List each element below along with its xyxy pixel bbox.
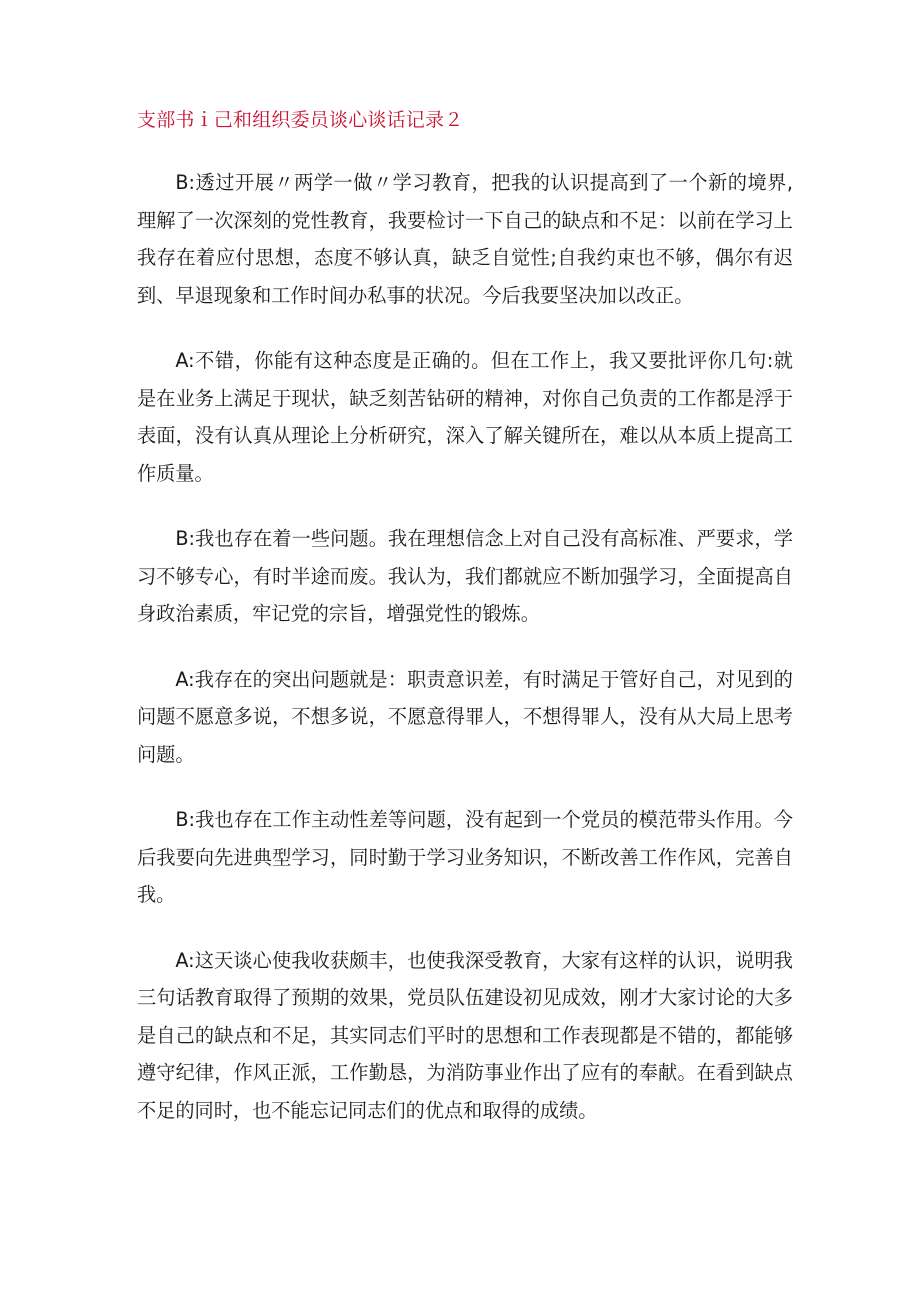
document-title: 支部书ｉ己和组织委员谈心谈话记录２: [137, 109, 464, 131]
paragraph-2: A:不错，你能有这种态度是正确的。但在工作上，我又要批评你几句:就是在业务上满足于现状，缺乏刻苦钻研的精神，对你自己负责的工作都是浮于表面，没有认真从理论上分析研究，深入了解关键所在，难以从本质上提高工作质量。: [137, 349, 793, 485]
paragraph-5: B:我也存在工作主动性差等问题，没有起到一个党员的模范带头作用。今后我要向先进典型学习，同时勤于学习业务知识，不断改善工作作风，完善自我。: [137, 808, 793, 906]
paragraph-6: A:这天谈心使我收获颇丰，也使我深受教育，大家有这样的认识，说明我三句话教育取得了预期的效果，党员队伍建设初见成效，刚才大家讨论的大多是自己的缺点和不足，其实同志们平时的思想和工作表现都是不错的，都能够遵守纪律，作风正派，工作勤恳，为消防事业作出了应有的奉献。在看到缺点不足的同时，也不能忘记同志们的优点和取得的成绩。: [137, 948, 793, 1122]
document-body: [137, 164, 793, 1157]
paragraph-4: A:我存在的突出问题就是：职责意识差，有时满足于管好自己，对见到的问题不愿意多说，不想多说，不愿意得罪人，不想得罪人，没有从大局上思考问题。: [137, 667, 793, 766]
paragraph-3: B:我也存在着一些问题。我在理想信念上对自己没有高标准、严要求，学习不够专心，有时半途而废。我认为，我们都就应不断加强学习，全面提高自身政治素质，牢记党的宗旨，增强党性的锻炼。: [137, 527, 793, 625]
paragraph-1: B:透过开展〃两学一做〃学习教育，把我的认识提高到了一个新的境界,理解了一次深刻的党性教育，我要检讨一下自己的缺点和不足：以前在学习上我存在着应付思想，态度不够认真，缺乏自觉性;自我约束也不够，偶尔有迟到、早退现象和工作时间办私事的状况。今后我要坚决加以改正。: [137, 171, 793, 307]
